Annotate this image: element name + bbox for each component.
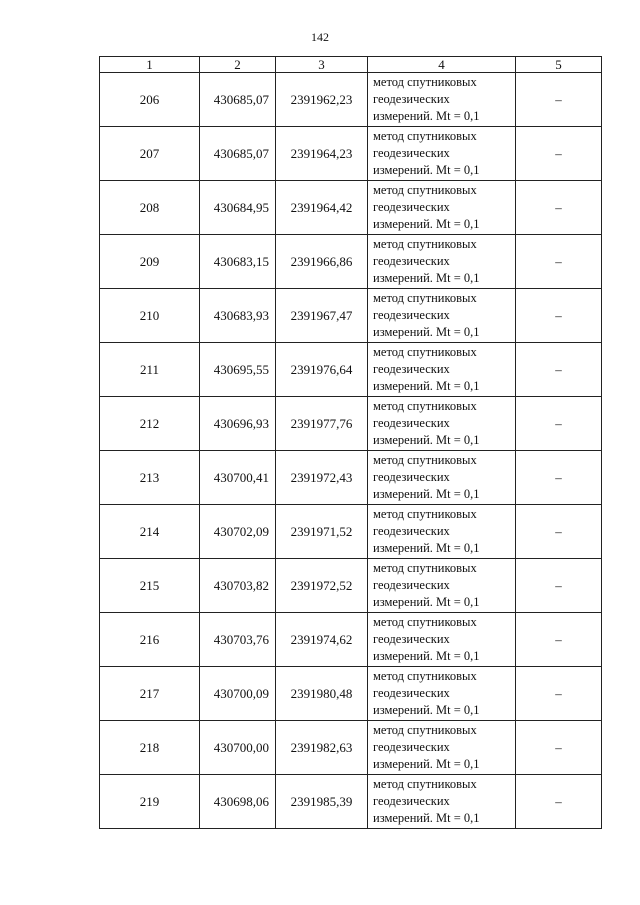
- method-line: измерений. Mt = 0,1: [373, 271, 480, 285]
- column5-cell: –: [516, 343, 602, 397]
- method-line: геодезических: [373, 686, 450, 700]
- method-line: метод спутниковых: [373, 399, 477, 413]
- method-cell: [368, 559, 516, 613]
- y-coordinate-cell: 2391974,62: [276, 613, 368, 667]
- point-number-cell: 218: [100, 721, 200, 775]
- method-line: метод спутниковых: [373, 561, 477, 575]
- table-row: [100, 559, 602, 613]
- method-line: метод спутниковых: [373, 345, 477, 359]
- table-row: [100, 397, 602, 451]
- x-coordinate-cell: 430700,00: [200, 721, 276, 775]
- x-coordinate-cell: 430683,93: [200, 289, 276, 343]
- table-body: [100, 73, 602, 829]
- table-row: [100, 343, 602, 397]
- method-line: метод спутниковых: [373, 291, 477, 305]
- method-line: геодезических: [373, 578, 450, 592]
- method-cell: [368, 289, 516, 343]
- column5-cell: –: [516, 559, 602, 613]
- method-line: метод спутниковых: [373, 669, 477, 683]
- y-coordinate-cell: 2391980,48: [276, 667, 368, 721]
- column-header: 2: [200, 57, 276, 73]
- method-cell: [368, 613, 516, 667]
- table-row: [100, 721, 602, 775]
- column5-cell: –: [516, 667, 602, 721]
- method-line: измерений. Mt = 0,1: [373, 325, 480, 339]
- table-row: [100, 505, 602, 559]
- coordinates-table: [99, 56, 602, 829]
- method-cell: [368, 343, 516, 397]
- y-coordinate-cell: 2391964,42: [276, 181, 368, 235]
- x-coordinate-cell: 430703,82: [200, 559, 276, 613]
- x-coordinate-cell: 430696,93: [200, 397, 276, 451]
- point-number-cell: 216: [100, 613, 200, 667]
- point-number-cell: 219: [100, 775, 200, 829]
- method-line: метод спутниковых: [373, 615, 477, 629]
- method-line: измерений. Mt = 0,1: [373, 595, 480, 609]
- method-cell: [368, 775, 516, 829]
- method-line: геодезических: [373, 794, 450, 808]
- y-coordinate-cell: 2391972,43: [276, 451, 368, 505]
- table-row: [100, 181, 602, 235]
- x-coordinate-cell: 430685,07: [200, 127, 276, 181]
- table-row: [100, 667, 602, 721]
- method-line: измерений. Mt = 0,1: [373, 487, 480, 501]
- method-line: измерений. Mt = 0,1: [373, 757, 480, 771]
- column5-cell: –: [516, 613, 602, 667]
- column-header: 1: [100, 57, 200, 73]
- table-row: [100, 775, 602, 829]
- method-cell: [368, 397, 516, 451]
- method-line: измерений. Mt = 0,1: [373, 163, 480, 177]
- y-coordinate-cell: 2391982,63: [276, 721, 368, 775]
- point-number-cell: 213: [100, 451, 200, 505]
- method-line: геодезических: [373, 740, 450, 754]
- table-row: [100, 451, 602, 505]
- point-number-cell: 215: [100, 559, 200, 613]
- column5-cell: –: [516, 505, 602, 559]
- column-header: 5: [516, 57, 602, 73]
- method-line: измерений. Mt = 0,1: [373, 109, 480, 123]
- method-line: метод спутниковых: [373, 183, 477, 197]
- method-cell: [368, 73, 516, 127]
- method-line: измерений. Mt = 0,1: [373, 703, 480, 717]
- x-coordinate-cell: 430684,95: [200, 181, 276, 235]
- page-number: 142: [311, 30, 329, 44]
- method-line: геодезических: [373, 200, 450, 214]
- table-row: [100, 73, 602, 127]
- method-line: геодезических: [373, 470, 450, 484]
- method-line: измерений. Mt = 0,1: [373, 811, 480, 825]
- method-cell: [368, 127, 516, 181]
- column5-cell: –: [516, 181, 602, 235]
- method-line: метод спутниковых: [373, 129, 477, 143]
- point-number-cell: 217: [100, 667, 200, 721]
- method-line: метод спутниковых: [373, 75, 477, 89]
- method-line: геодезических: [373, 362, 450, 376]
- column5-cell: –: [516, 451, 602, 505]
- method-line: измерений. Mt = 0,1: [373, 433, 480, 447]
- point-number-cell: 211: [100, 343, 200, 397]
- column5-cell: –: [516, 127, 602, 181]
- column5-cell: –: [516, 721, 602, 775]
- y-coordinate-cell: 2391985,39: [276, 775, 368, 829]
- y-coordinate-cell: 2391971,52: [276, 505, 368, 559]
- table-header-row: [100, 57, 602, 73]
- method-line: метод спутниковых: [373, 507, 477, 521]
- y-coordinate-cell: 2391964,23: [276, 127, 368, 181]
- method-line: геодезических: [373, 524, 450, 538]
- method-line: геодезических: [373, 632, 450, 646]
- y-coordinate-cell: 2391977,76: [276, 397, 368, 451]
- column5-cell: –: [516, 73, 602, 127]
- column5-cell: –: [516, 235, 602, 289]
- column5-cell: –: [516, 397, 602, 451]
- method-line: измерений. Mt = 0,1: [373, 541, 480, 555]
- point-number-cell: 209: [100, 235, 200, 289]
- y-coordinate-cell: 2391967,47: [276, 289, 368, 343]
- point-number-cell: 208: [100, 181, 200, 235]
- method-line: метод спутниковых: [373, 237, 477, 251]
- y-coordinate-cell: 2391962,23: [276, 73, 368, 127]
- method-line: геодезических: [373, 92, 450, 106]
- method-cell: [368, 667, 516, 721]
- y-coordinate-cell: 2391972,52: [276, 559, 368, 613]
- method-line: метод спутниковых: [373, 777, 477, 791]
- column-header: 4: [368, 57, 516, 73]
- x-coordinate-cell: 430700,41: [200, 451, 276, 505]
- method-line: измерений. Mt = 0,1: [373, 217, 480, 231]
- x-coordinate-cell: 430683,15: [200, 235, 276, 289]
- x-coordinate-cell: 430700,09: [200, 667, 276, 721]
- method-cell: [368, 181, 516, 235]
- point-number-cell: 210: [100, 289, 200, 343]
- x-coordinate-cell: 430698,06: [200, 775, 276, 829]
- table-row: [100, 613, 602, 667]
- x-coordinate-cell: 430703,76: [200, 613, 276, 667]
- method-line: метод спутниковых: [373, 453, 477, 467]
- x-coordinate-cell: 430702,09: [200, 505, 276, 559]
- method-line: геодезических: [373, 416, 450, 430]
- point-number-cell: 207: [100, 127, 200, 181]
- method-cell: [368, 235, 516, 289]
- method-cell: [368, 721, 516, 775]
- method-line: измерений. Mt = 0,1: [373, 379, 480, 393]
- y-coordinate-cell: 2391976,64: [276, 343, 368, 397]
- method-line: геодезических: [373, 254, 450, 268]
- table-row: [100, 235, 602, 289]
- method-cell: [368, 505, 516, 559]
- table-row: [100, 289, 602, 343]
- method-cell: [368, 451, 516, 505]
- column-header: 3: [276, 57, 368, 73]
- method-line: измерений. Mt = 0,1: [373, 649, 480, 663]
- point-number-cell: 214: [100, 505, 200, 559]
- column5-cell: –: [516, 775, 602, 829]
- method-line: геодезических: [373, 308, 450, 322]
- x-coordinate-cell: 430695,55: [200, 343, 276, 397]
- table-row: [100, 127, 602, 181]
- point-number-cell: 206: [100, 73, 200, 127]
- method-line: метод спутниковых: [373, 723, 477, 737]
- x-coordinate-cell: 430685,07: [200, 73, 276, 127]
- column5-cell: –: [516, 289, 602, 343]
- method-line: геодезических: [373, 146, 450, 160]
- point-number-cell: 212: [100, 397, 200, 451]
- y-coordinate-cell: 2391966,86: [276, 235, 368, 289]
